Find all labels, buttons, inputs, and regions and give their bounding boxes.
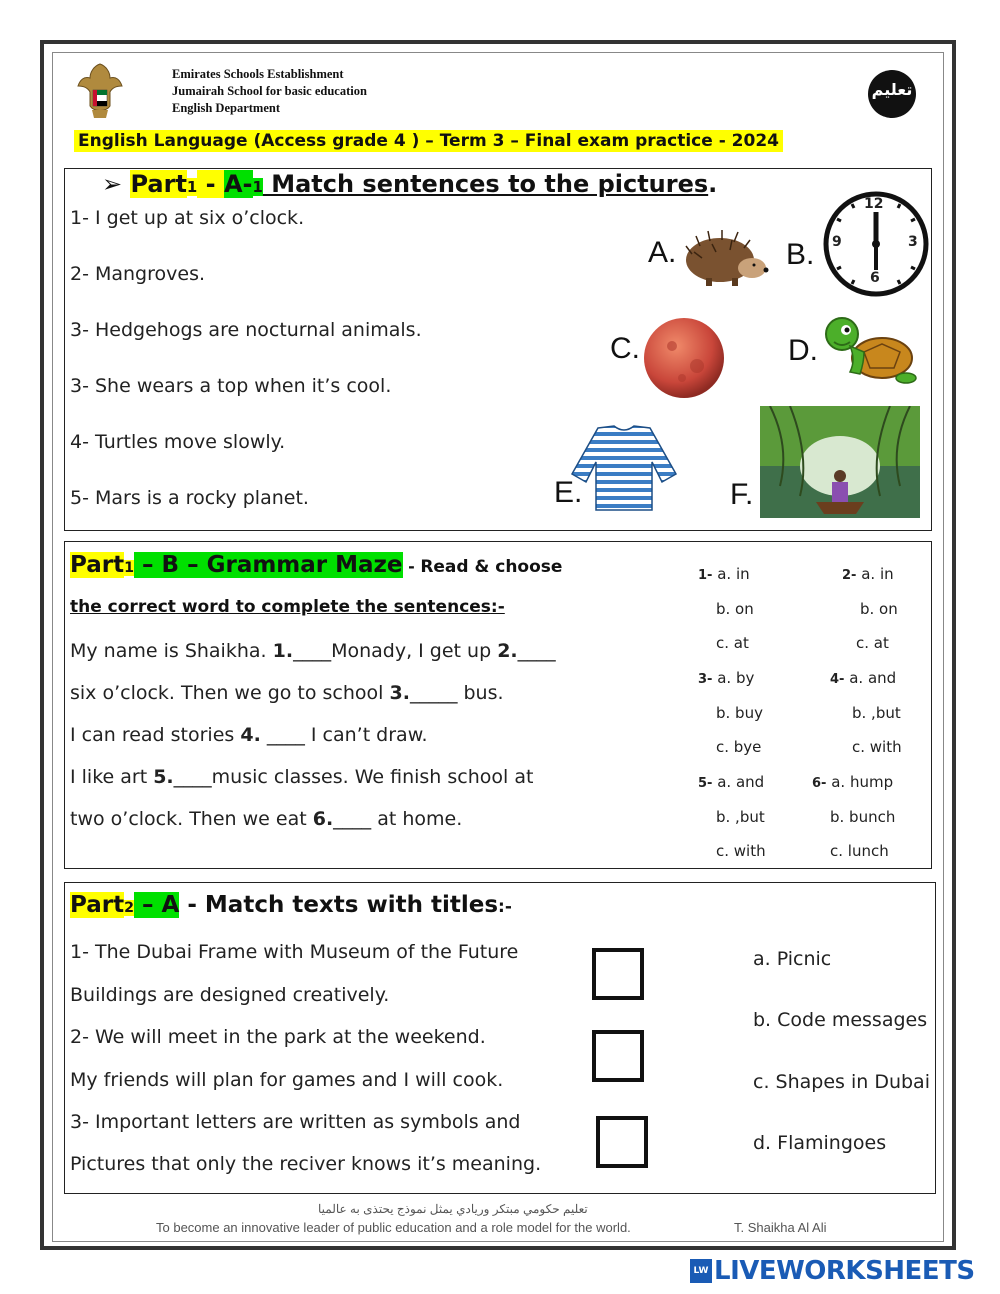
part2a-title-end: :- (498, 897, 512, 917)
title-option-c: c. Shapes in Dubai (753, 1071, 930, 1093)
option-choice[interactable]: c. with (852, 738, 902, 756)
option-choice[interactable]: a. and (717, 773, 765, 791)
option-choice[interactable]: a. and (849, 669, 897, 687)
part1b-instruction-end: :- (490, 597, 505, 617)
passage-text: ____music classes. We finish school at (173, 766, 534, 788)
part1b-instruction-text: the correct word to complete the sentences (70, 597, 491, 617)
option-group-2 (842, 565, 894, 583)
option-number: 4- (830, 672, 845, 687)
blank-number: 6. (312, 808, 334, 830)
part2a-text: 3- Important letters are written as symbols and (70, 1111, 521, 1133)
title-option-b: b. Code messages (753, 1009, 928, 1031)
footer-arabic: تعليم حكومي مبتكر وريادي يمثل نموذج يحتذى به عالميا (318, 1202, 588, 1216)
part1a-title-part: Part (130, 170, 187, 198)
passage-text: ____ (517, 640, 556, 662)
blank-number: 5. (153, 766, 174, 788)
bullet-arrow-icon: ➢ (102, 170, 131, 198)
option-choice[interactable]: a. hump (831, 773, 894, 791)
passage-text: I like art (70, 766, 154, 788)
part1a-title-text: Match sentences to the pictures (262, 170, 709, 198)
part2a-title-rest: - Match texts with titles (179, 892, 499, 918)
answer-box-2[interactable] (592, 1030, 644, 1082)
option-group-1 (698, 565, 750, 583)
part2a-text: Buildings are designed creatively. (70, 984, 390, 1006)
part1a-sentence: 3- She wears a top when it’s cool. (70, 375, 392, 397)
part2a-title (70, 892, 512, 918)
part1a-title-subnum: 1 (252, 178, 263, 196)
title-option-a: a. Picnic (753, 948, 832, 970)
header-line-2: Jumairah School for basic education (172, 84, 367, 98)
part1a-sentence: 3- Hedgehogs are nocturnal animals. (70, 319, 422, 341)
option-choice[interactable]: b. ,but (716, 808, 765, 826)
answer-box-3[interactable] (596, 1116, 648, 1168)
picture-letter-b: B. (786, 238, 815, 271)
taleem-logo (866, 64, 922, 120)
option-choice[interactable]: b. buy (716, 704, 763, 722)
mangroves-picture (760, 406, 920, 518)
part1a-title-sub: A- (223, 170, 253, 198)
passage-text: _____ bus. (409, 682, 504, 704)
clock-picture (820, 190, 932, 298)
picture-letter-d: D. (788, 334, 818, 367)
part1a-sentence: 4- Turtles move slowly. (70, 431, 286, 453)
part1a-title-num: 1 (186, 178, 198, 196)
passage-line (70, 640, 556, 662)
part1a-title-dash: - (197, 170, 224, 198)
clock-number-6: 6 (870, 270, 880, 286)
exam-title: English Language (Access grade 4 ) – Term 3 – Final exam practice - 2024 (74, 130, 783, 152)
option-group-6 (812, 773, 893, 791)
option-group-4 (830, 669, 896, 687)
blank-number: 4. (240, 724, 261, 746)
part1b-title-instr: Read & choose (420, 557, 563, 577)
option-choice[interactable]: c. bye (716, 738, 762, 756)
passage-text: I can read stories (70, 724, 241, 746)
hedgehog-picture (680, 228, 770, 288)
part1a-sentence: 1- I get up at six o’clock. (70, 207, 305, 229)
clock-number-9: 9 (832, 234, 842, 250)
option-choice[interactable]: a. in (861, 565, 894, 583)
part2a-title-a: – A (134, 892, 180, 918)
mars-picture (642, 316, 726, 400)
passage-text: ____ at home. (333, 808, 463, 830)
passage-text: two o’clock. Then we eat (70, 808, 313, 830)
part2a-title-part: Part (70, 892, 125, 918)
clock-number-3: 3 (908, 234, 918, 250)
turtle-picture (820, 312, 918, 392)
part1a-title (102, 170, 717, 198)
passage-line (70, 808, 462, 830)
passage-text: My name is Shaikha. (70, 640, 273, 662)
picture-letter-e: E. (554, 476, 583, 509)
option-number: 6- (812, 776, 827, 791)
answer-box-1[interactable] (592, 948, 644, 1000)
picture-letter-f: F. (730, 478, 754, 511)
passage-line (70, 766, 533, 788)
part2a-text: Pictures that only the reciver knows it’s meaning. (70, 1153, 542, 1175)
option-choice[interactable]: b. on (716, 600, 754, 618)
part1a-sentence: 2- Mangroves. (70, 263, 206, 285)
option-number: 5- (698, 776, 713, 791)
option-choice[interactable]: c. at (716, 634, 749, 652)
option-choice[interactable]: b. bunch (830, 808, 896, 826)
header-institution (172, 66, 367, 117)
liveworksheets-icon: LW (690, 1259, 712, 1283)
option-choice[interactable]: c. lunch (830, 842, 889, 860)
part2a-text: My friends will plan for games and I will cook. (70, 1069, 504, 1091)
striped-top-picture (568, 424, 680, 512)
clock-number-12: 12 (864, 196, 884, 212)
part1b-title-dash: - (402, 557, 421, 576)
passage-line (70, 724, 428, 746)
part1b-title (70, 552, 562, 578)
part1b-title-part: Part (70, 552, 125, 578)
option-number: 3- (698, 672, 713, 687)
option-group-3 (698, 669, 754, 687)
taleem-logo-text: تعليم (871, 80, 913, 99)
option-choice[interactable]: a. in (717, 565, 750, 583)
option-number: 1- (698, 568, 713, 583)
option-choice[interactable]: b. on (860, 600, 898, 618)
footer-author: T. Shaikha Al Ali (734, 1220, 827, 1235)
part2a-text: 1- The Dubai Frame with Museum of the Future (70, 941, 519, 963)
option-choice[interactable]: b. ,but (852, 704, 901, 722)
part2a-title-num: 2 (124, 900, 135, 916)
blank-number: 2. (497, 640, 518, 662)
liveworksheets-wordmark: LIVEWORKSHEETS (714, 1256, 975, 1286)
passage-text: six o’clock. Then we go to school (70, 682, 390, 704)
option-choice[interactable]: c. at (856, 634, 889, 652)
footer-vision: To become an innovative leader of public education and a role model for the world. (156, 1220, 631, 1235)
part1a-sentence: 5- Mars is a rocky planet. (70, 487, 309, 509)
passage-line (70, 682, 504, 704)
part2a-text: 2- We will meet in the park at the weekend. (70, 1026, 486, 1048)
picture-letter-a: A. (648, 236, 677, 269)
part1a-title-end: . (708, 170, 718, 198)
option-number: 2- (842, 568, 857, 583)
blank-number: 1. (272, 640, 294, 662)
passage-text: ____Monady, I get up (293, 640, 498, 662)
header-line-3: English Department (172, 101, 280, 115)
part1b-title-rest: – B – Grammar Maze (134, 552, 403, 578)
option-group-5 (698, 773, 764, 791)
liveworksheets-logo[interactable] (690, 1256, 975, 1286)
picture-letter-c: C. (610, 332, 640, 365)
title-option-d: d. Flamingoes (753, 1132, 887, 1154)
header-line-1: Emirates Schools Establishment (172, 67, 344, 81)
passage-text: ____ I can’t draw. (260, 724, 428, 746)
option-choice[interactable]: a. by (717, 669, 755, 687)
part1b-instruction (70, 597, 505, 617)
part1b-title-num: 1 (124, 560, 135, 576)
option-choice[interactable]: c. with (716, 842, 766, 860)
blank-number: 3. (389, 682, 410, 704)
uae-emblem-logo (76, 60, 124, 124)
